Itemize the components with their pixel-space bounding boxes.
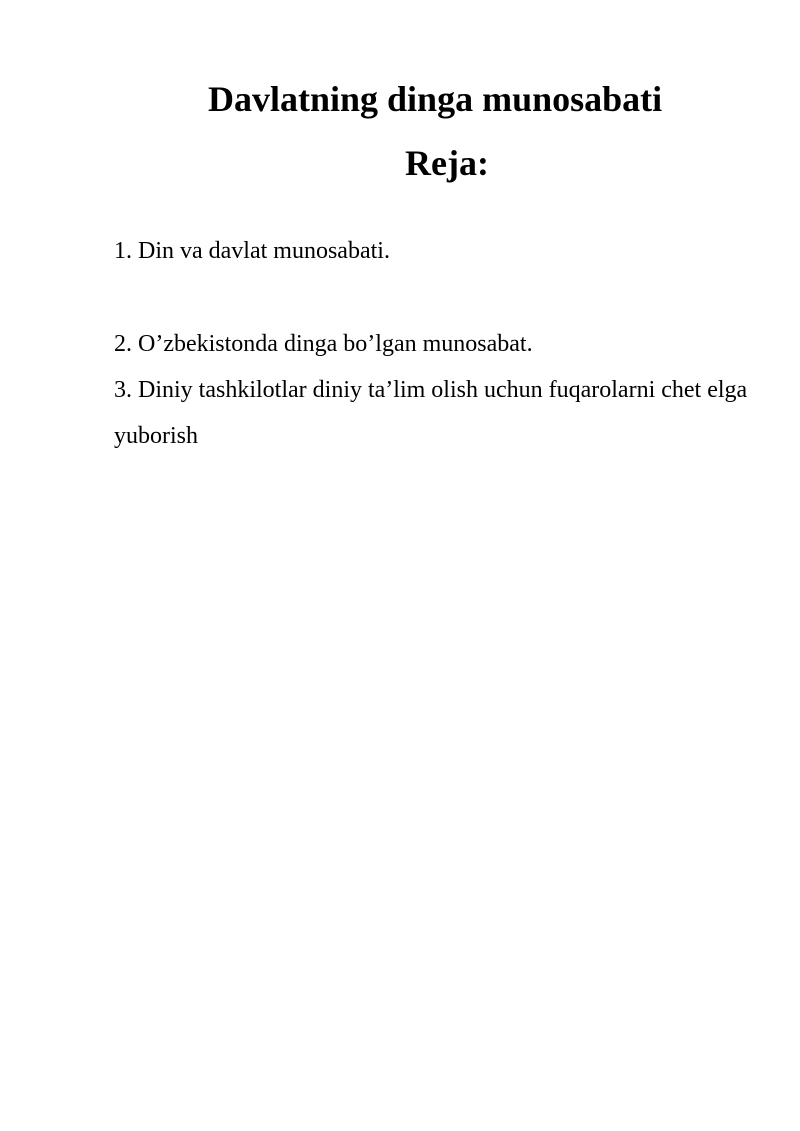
plan-item-3: 3. Diniy tashkilotlar diniy ta’lim olish uchun fuqarolarni chet elga yuborish [114, 377, 748, 449]
plan-list [114, 228, 754, 459]
plan-item-1: 1. Din va davlat munosabati. [114, 238, 390, 264]
plan-heading: Reja: [405, 143, 489, 183]
plan-item-2: 2. O’zbekistonda dinga bo’lgan munosabat. [114, 331, 533, 357]
document-title: Davlatning dinga munosabati [208, 79, 663, 119]
